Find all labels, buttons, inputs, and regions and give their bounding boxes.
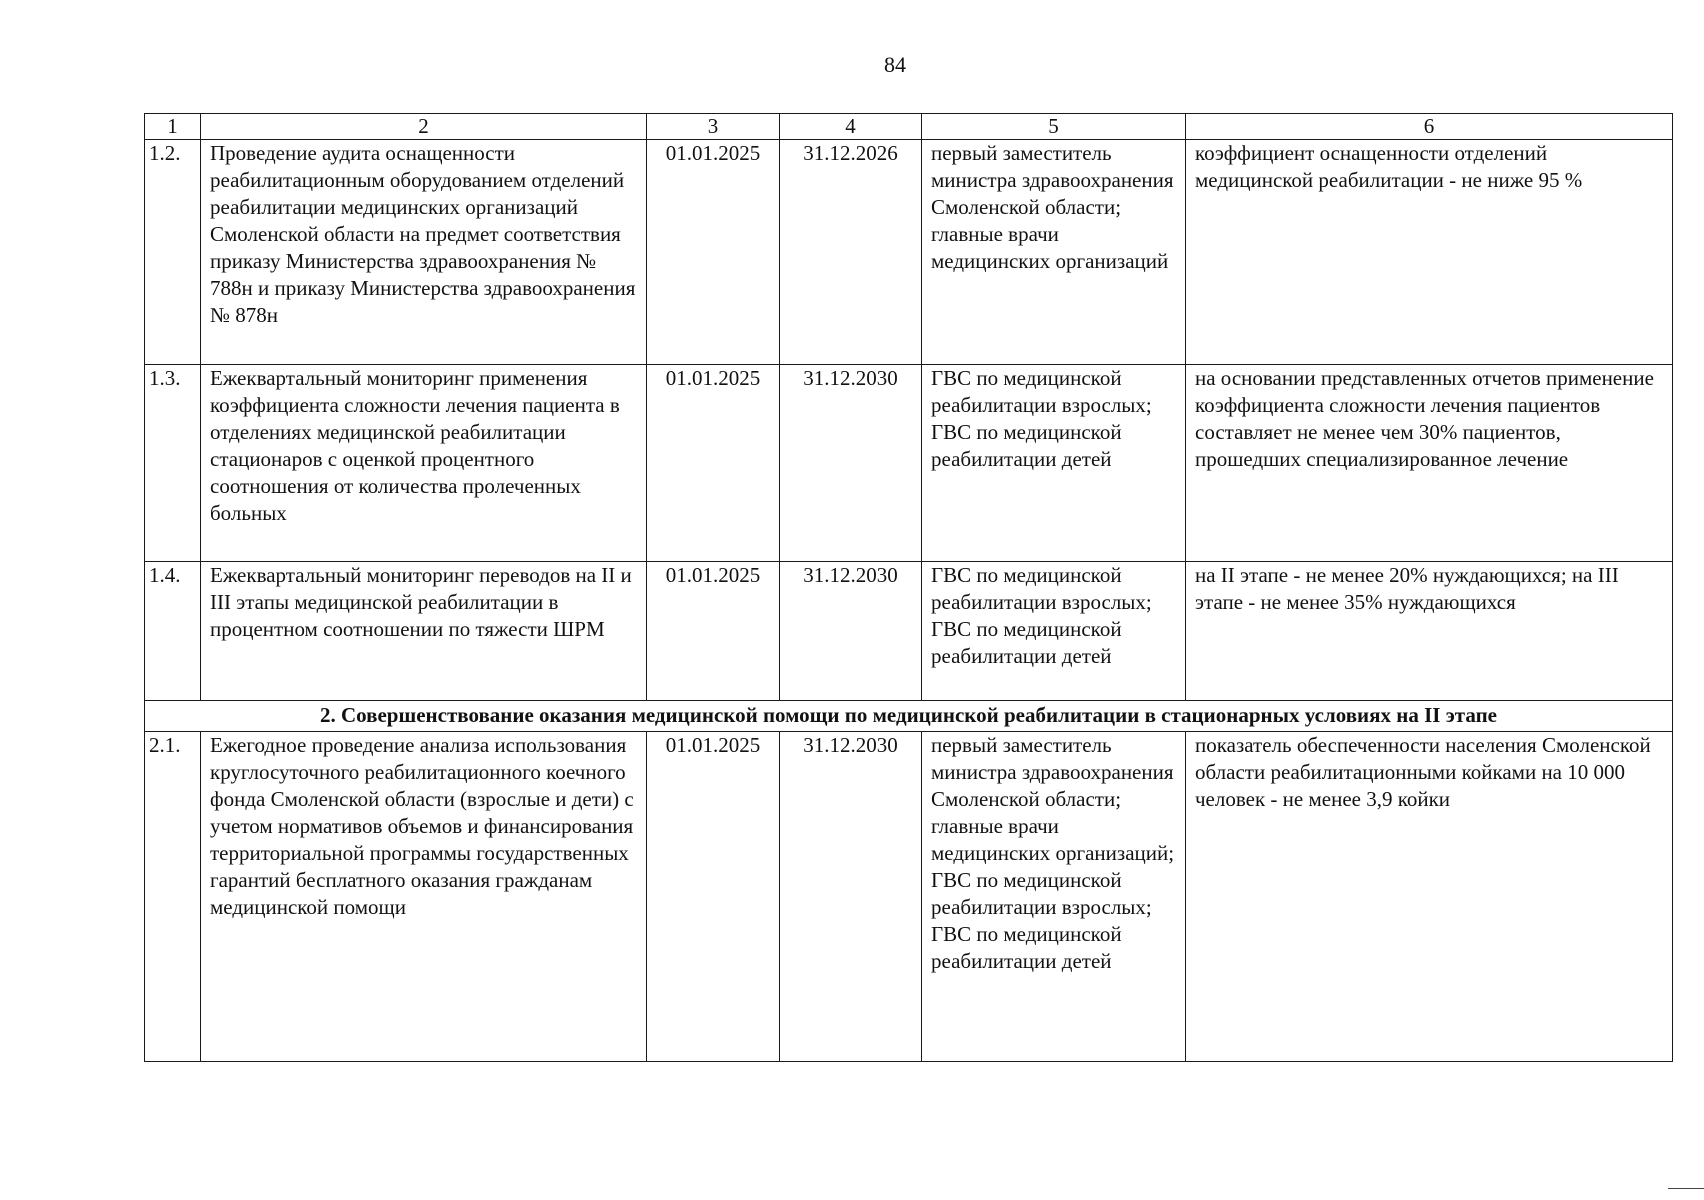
activity-title: Ежеквартальный мониторинг применения коэффициента сложности лечения пациента в отделениях медицинской реабилитации стационаров с оценкой процентного соотношения от количества пролеченных больных	[201, 365, 647, 562]
page-number: 84	[884, 52, 906, 77]
end-date: 31.12.2030	[780, 562, 922, 701]
table-header-row	[145, 114, 1673, 140]
target-indicator: показатель обеспеченности населения Смоленской области реабилитационными койками на 10 000 человек - не менее 3,9 койки	[1186, 732, 1673, 1062]
section-heading-row	[145, 701, 1673, 732]
row-number: 1.3.	[145, 365, 201, 562]
end-date: 31.12.2026	[780, 140, 922, 365]
table-row	[145, 365, 1673, 562]
column-number-6: 6	[1186, 114, 1673, 140]
column-number-4: 4	[780, 114, 922, 140]
row-number: 2.1.	[145, 732, 201, 1062]
start-date: 01.01.2025	[647, 732, 780, 1062]
activity-plan-table	[144, 113, 1673, 1062]
target-indicator: коэффициент оснащенности отделений медицинской реабилитации - не ниже 95 %	[1186, 140, 1673, 365]
activity-title: Ежеквартальный мониторинг переводов на II и III этапы медицинской реабилитации в процентном соотношении по тяжести ШРМ	[201, 562, 647, 701]
responsible-party: ГВС по медицинской реабилитации взрослых; ГВС по медицинской реабилитации детей	[922, 365, 1186, 562]
row-number: 1.4.	[145, 562, 201, 701]
start-date: 01.01.2025	[647, 562, 780, 701]
table-row	[145, 562, 1673, 701]
start-date: 01.01.2025	[647, 140, 780, 365]
column-number-1: 1	[145, 114, 201, 140]
activity-title: Проведение аудита оснащенности реабилитационным оборудованием отделений реабилитации медицинских организаций Смоленской области на предмет соответствия приказу Министерства здравоохранения № 788н и приказу Министерства здравоохранения № 878н	[201, 140, 647, 365]
target-indicator: на основании представленных отчетов применение коэффициента сложности лечения пациентов составляет не менее чем 30% пациентов, прошедших специализированное лечение	[1186, 365, 1673, 562]
row-number: 1.2.	[145, 140, 201, 365]
table-row	[145, 732, 1673, 1062]
responsible-party: первый заместитель министра здравоохранения Смоленской области; главные врачи медицинских организаций; ГВС по медицинской реабилитации взрослых; ГВС по медицинской реабилитации детей	[922, 732, 1186, 1062]
responsible-party: первый заместитель министра здравоохранения Смоленской области; главные врачи медицинских организаций	[922, 140, 1186, 365]
page-edge-mark	[1668, 1188, 1704, 1189]
end-date: 31.12.2030	[780, 365, 922, 562]
start-date: 01.01.2025	[647, 365, 780, 562]
responsible-party: ГВС по медицинской реабилитации взрослых; ГВС по медицинской реабилитации детей	[922, 562, 1186, 701]
table-row	[145, 140, 1673, 365]
activity-title: Ежегодное проведение анализа использования круглосуточного реабилитационного коечного фонда Смоленской области (взрослые и дети) с учетом нормативов объемов и финансирования территориальной программы государственных гарантий бесплатного оказания гражданам медицинской помощи	[201, 732, 647, 1062]
end-date: 31.12.2030	[780, 732, 922, 1062]
column-number-2: 2	[201, 114, 647, 140]
column-number-5: 5	[922, 114, 1186, 140]
target-indicator: на II этапе - не менее 20% нуждающихся; на III этапе - не менее 35% нуждающихся	[1186, 562, 1673, 701]
section-heading: 2. Совершенствование оказания медицинской помощи по медицинской реабилитации в стационарных условиях на II этапе	[145, 701, 1673, 732]
column-number-3: 3	[647, 114, 780, 140]
